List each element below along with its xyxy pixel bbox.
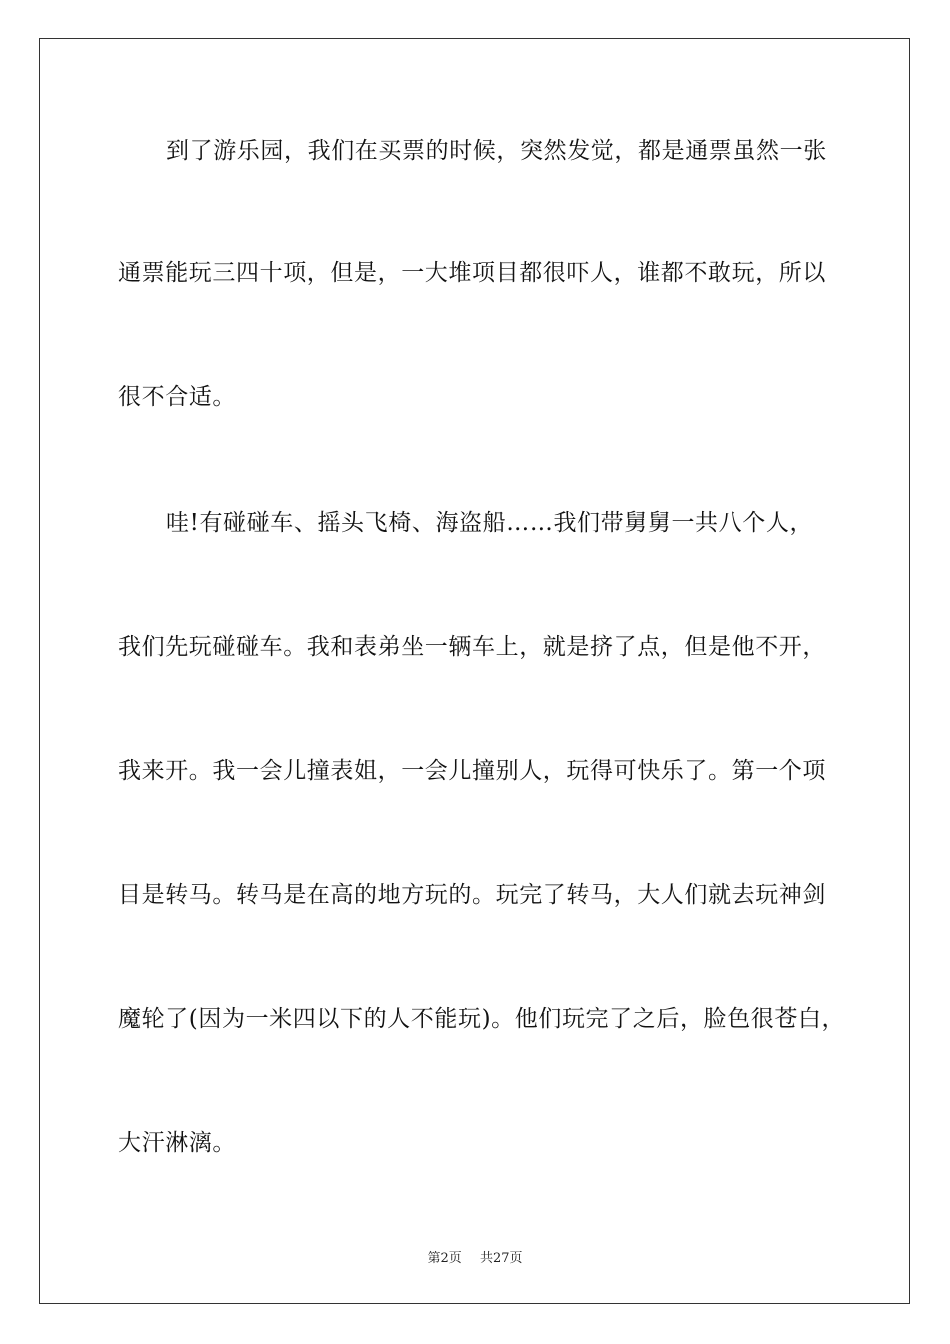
paragraph-line: 魔轮了(因为一米四以下的人不能玩)。他们玩完了之后，脸色很苍白， bbox=[118, 1006, 846, 1032]
paragraph-line: 通票能玩三四十项，但是，一大堆项目都很吓人，谁都不敢玩，所以 bbox=[118, 260, 826, 286]
page-border bbox=[39, 38, 910, 1304]
paragraph-line: 目是转马。转马是在高的地方玩的。玩完了转马，大人们就去玩神剑 bbox=[118, 882, 826, 908]
page-number: 第2页 bbox=[427, 1251, 462, 1266]
paragraph-line: 很不合适。 bbox=[118, 384, 236, 410]
page-footer bbox=[0, 1247, 950, 1266]
total-pages: 共27页 bbox=[479, 1251, 523, 1266]
paragraph-line: 我来开。我一会儿撞表姐，一会儿撞别人，玩得可快乐了。第一个项 bbox=[118, 758, 826, 784]
paragraph-line: 哇!有碰碰车、摇头飞椅、海盗船……我们带舅舅一共八个人， bbox=[166, 510, 814, 536]
paragraph-line: 大汗淋漓。 bbox=[118, 1130, 236, 1156]
paragraph-line: 我们先玩碰碰车。我和表弟坐一辆车上，就是挤了点，但是他不开， bbox=[118, 634, 826, 660]
paragraph-line: 到了游乐园，我们在买票的时候，突然发觉，都是通票虽然一张 bbox=[166, 138, 827, 164]
